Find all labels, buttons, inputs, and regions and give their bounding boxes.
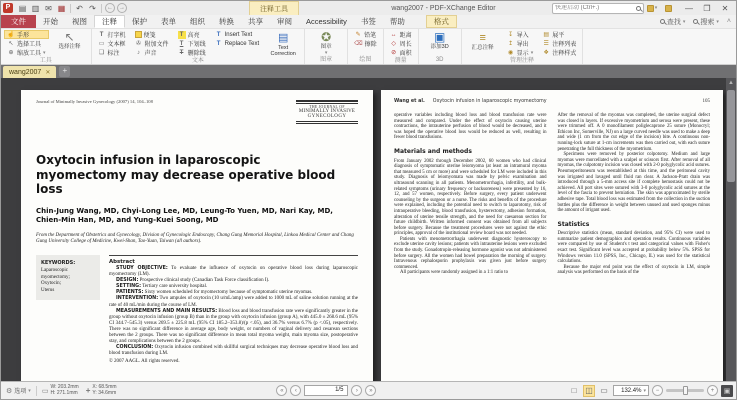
text-column-right: After the removal of the myomas was completed, the uterine surgical defect was closed in layers. If excessive myometrium and serosa were present, these were trimmed off. A 0 monofilament poliglecaprone 25 suture (Monocryl; Ethicon Inc, Somerville, NJ) on a large curved needle was used to make a deep and wide (1 cm from the cut edge of the incision) bite. A continuous non-running-lock suture at 1-cm increments was then carried out, with each suture penetrating the full thickness of the myometrium. Specimens were removed by posterior colpotomy. Medium and large myomas were morcellated with a scalpel or scissors first. After removal of all myomas, the culpotomy incision was closed with 2-0 polyglycolic acid sutures. Pneumoperitoneum was reestablished at this time, and the peritoneal cavity was irrigated and lavaged until fluid ran clear. A Jackson-Pratt drain was introduced through a 5-mm access site if complete hemostasis could not be achieved. All port sites were sutured with 3-0 polyglycolic acid sutures at the level of the fascia to prevent herniation. The skin was approximated by sterile adhesive tape. Total blood loss was estimated from the collection in the suction bottles plus the difference in weight between unused and used sponges minus the amount of irrigant used. Statistics Descriptive statistics (mean, standard deviation, and 95% CI) were used to summarize patient demographics and operation results. Continuous variables were compared by use of Student's t test and categorical values with Fisher's exact test. Significant level was accepted at probability below 5%. SPSS for Windows version 11.0 (SPSS, Inc., Chicago, IL) was used for the statistical calculations. Because the major end point was the effect of oxytocin in LM, simple analysis was performed on the basis of the xyxy=(557,113,710,276)
page-size-icon xyxy=(42,387,49,395)
zoom-out-button[interactable]: − xyxy=(652,385,663,396)
import-icon xyxy=(507,31,515,39)
group-caption: 管理注释 xyxy=(509,58,534,64)
section-heading: Materials and methods xyxy=(394,147,472,155)
fit-page-button[interactable]: □ xyxy=(571,386,577,395)
attach-file-button[interactable]: ✇ 附加文件 xyxy=(132,39,172,48)
group-draw xyxy=(348,29,384,64)
search-icon xyxy=(693,19,698,24)
new-tab-button[interactable]: + xyxy=(59,66,70,77)
hand-tool-button[interactable]: ☝ 手形 xyxy=(4,30,49,39)
group-manage-comments xyxy=(462,29,584,64)
flatten-comments-button[interactable]: ▤ 展平 xyxy=(539,30,579,39)
status-bar xyxy=(1,381,736,399)
search-button[interactable]: 搜索 ▾ xyxy=(690,16,722,28)
scrollbar-thumb[interactable] xyxy=(727,90,735,182)
select-tool-button[interactable]: ↖ 选择工具 xyxy=(4,39,49,48)
speaker-icon xyxy=(135,49,143,57)
paperclip-icon xyxy=(135,40,143,48)
page-number-field[interactable]: 1/5 xyxy=(304,385,348,396)
cursor-icon xyxy=(7,40,15,48)
strikeout-button[interactable]: T 删除线 xyxy=(175,48,209,57)
ribbon-tab-row xyxy=(1,15,736,28)
tab-format[interactable]: 格式 xyxy=(426,15,457,28)
article-authors: Chin-Jung Wang, MD, Chyi-Long Lee, MD, Leung-To Yuen, MD, Nari Kay, MD, Chien-Min Han, MD, and Yung-Kuei Soong, MD xyxy=(36,206,333,224)
page-size-indicator: ▭ W: 203.2mm H: 271.1mm xyxy=(40,384,81,397)
group-3d xyxy=(419,29,462,64)
text-correction-button[interactable]: ▤ Text Correction xyxy=(265,30,301,57)
cube-3d-icon xyxy=(434,31,445,44)
tab-protect[interactable]: 保护 xyxy=(132,17,147,26)
close-tab-icon[interactable]: ✕ xyxy=(45,69,51,76)
undo-icon[interactable] xyxy=(73,2,86,14)
pencil-icon xyxy=(354,31,362,39)
sound-button[interactable]: ♪ 声音 xyxy=(132,48,172,57)
app-logo-icon xyxy=(3,3,13,13)
group-caption: 工具 xyxy=(39,58,52,64)
fit-width-button[interactable]: ◫ xyxy=(583,385,595,397)
zoom-slider[interactable] xyxy=(666,389,704,392)
previous-view-icon[interactable]: ← xyxy=(107,5,113,11)
distance-button[interactable]: ↔ 距离 xyxy=(387,30,415,39)
comments-list-button[interactable]: ☰ 注释列表 xyxy=(539,39,579,48)
title-bar xyxy=(1,1,736,15)
list-icon xyxy=(542,40,550,48)
gear-icon xyxy=(6,387,12,395)
group-measure xyxy=(384,29,419,64)
strikeout-icon xyxy=(178,49,186,57)
zoom-level-select[interactable]: 132.4% ▾ xyxy=(613,385,649,396)
add-3d-button[interactable]: ▣ 添加3D xyxy=(422,30,458,50)
show-comments-button[interactable]: ◉ 显示 ▾ xyxy=(504,48,537,57)
scroll-up-icon[interactable]: ▲ xyxy=(728,80,734,86)
group-caption: 绘图 xyxy=(359,57,372,63)
textbox-button[interactable]: ▭ 文本框 xyxy=(95,39,129,48)
comment-styles-button[interactable]: ❖ 注释样式 xyxy=(539,48,579,57)
export-comments-button[interactable]: ↥ 导出 xyxy=(504,39,537,48)
dropdown-arrow-icon: ▾ xyxy=(530,49,534,56)
export-icon xyxy=(507,40,515,48)
summarize-comments-button[interactable]: ≡ 汇总注释 xyxy=(465,30,501,51)
document-area[interactable] xyxy=(1,78,736,381)
email-icon[interactable] xyxy=(42,2,55,14)
separator xyxy=(101,4,102,13)
contextual-tools-header: 注释工具 xyxy=(249,1,299,15)
first-page-button[interactable]: « xyxy=(276,385,287,396)
perimeter-icon xyxy=(390,40,398,48)
perimeter-button[interactable]: ◇ 周长 xyxy=(387,39,415,48)
ui-options-button[interactable]: ▾ xyxy=(644,2,660,14)
eraser-icon xyxy=(354,40,362,48)
callout-icon xyxy=(98,49,106,57)
document-tab-label: wang2007 xyxy=(9,68,42,76)
redo-icon[interactable] xyxy=(86,2,99,14)
separator xyxy=(70,4,71,13)
collapse-ribbon-icon[interactable]: ˄ xyxy=(726,18,731,25)
page-layout-icon[interactable]: ▣ xyxy=(721,385,733,397)
document-tab-bar xyxy=(1,65,736,78)
sticky-note-icon xyxy=(135,31,142,38)
cursor-position-indicator: + X: 68.5mm Y: 34.6mm xyxy=(84,384,119,397)
eraser-button[interactable]: ⌫ 擦除 xyxy=(351,39,380,48)
group-text xyxy=(92,29,306,64)
crosshair-icon xyxy=(86,386,91,395)
typewriter-icon xyxy=(98,31,106,39)
import-comments-button[interactable]: ↧ 导入 xyxy=(504,30,537,39)
sticky-note-button[interactable]: 便笺 xyxy=(132,30,172,39)
underline-button[interactable]: T 下划线 xyxy=(175,39,209,48)
zoom-in-button[interactable]: + xyxy=(707,385,718,396)
tab-review[interactable]: 审阅 xyxy=(277,17,292,26)
dropdown-arrow-icon: ▾ xyxy=(324,50,328,56)
dropdown-arrow-icon: ▾ xyxy=(28,387,31,394)
search-icon xyxy=(636,6,641,11)
eye-icon xyxy=(507,49,515,57)
print-icon[interactable] xyxy=(29,2,42,14)
briefcase-icon[interactable] xyxy=(55,2,68,14)
group-caption: 3D xyxy=(435,57,444,63)
pdf-page-105 xyxy=(381,90,723,381)
insert-text-icon xyxy=(215,31,223,39)
underline-icon xyxy=(178,40,186,48)
highlight-icon xyxy=(178,31,186,39)
replace-text-button[interactable]: T Replace Text xyxy=(212,39,263,48)
textbox-icon xyxy=(98,40,106,48)
area-icon xyxy=(390,49,398,57)
journal-logo: THE JOURNAL OF MINIMALLY INVASIVE GYNECOLOGY xyxy=(296,99,358,125)
article-title: Oxytocin infusion in laparoscopic myomectomy may decrease operative blood loss xyxy=(36,153,336,196)
group-stamp xyxy=(305,29,348,64)
next-view-icon[interactable]: → xyxy=(119,5,125,11)
group-tools xyxy=(1,29,92,64)
stamp-icon xyxy=(321,31,331,44)
tab-form[interactable]: 表单 xyxy=(161,17,176,26)
insert-text-button[interactable]: T Insert Text xyxy=(212,30,263,39)
restore-button[interactable]: ❐ xyxy=(703,3,711,13)
tab-file[interactable]: 文件 xyxy=(1,15,36,28)
text-correction-icon xyxy=(278,31,288,45)
window-controls xyxy=(680,2,734,15)
pdf-page-104 xyxy=(21,90,373,381)
highlight-button[interactable]: T 高亮 xyxy=(175,30,209,39)
group-caption: 测量 xyxy=(394,58,407,64)
zoom-tool-button[interactable]: ⊕ 缩放工具 ▾ xyxy=(4,48,49,57)
tab-home[interactable]: 开始 xyxy=(43,17,58,26)
select-comments-icon xyxy=(65,31,75,44)
summarize-icon xyxy=(479,31,485,45)
journal-header-line: Journal of Minimally Invasive Gynecology (2007) 14, 104–108 xyxy=(36,99,153,104)
window-title: wang2007 - PDF-XChange Editor xyxy=(391,4,496,12)
copyright-line: © 2007 AAGL. All rights reserved. xyxy=(109,359,180,365)
close-button[interactable]: ✕ xyxy=(721,3,729,13)
flatten-icon xyxy=(542,31,550,39)
ui-options-icon xyxy=(647,5,654,12)
select-comments-button[interactable]: ↖ 选择注释 xyxy=(52,30,88,50)
tab-bookmarks[interactable]: 书签 xyxy=(360,17,376,26)
running-head: Wang et al. Oxytocin infusion in laparoscopic myomectomy 105 xyxy=(394,99,710,104)
abstract: Abstract STUDY OBJECTIVE: To evaluate the influence of oxytocin on operative blood loss during laparoscopic myomectomy (LM). DESIGN: Prospective clinical study (Canadian Task Force classification I). SETTING: Tertiary care university hospital. PATIENTS: Sixty women scheduled for myomectomy because of symptomatic uterine myomas. INTERVENTION: Two ampules of oxytocin (10 u/mL/amp) were added to 1000 mL of saline solution running at the rate of 40 mL/min during the course of LM. MEASUREMENTS AND MAIN RESULTS: Blood loss and blood transfusion rate were significantly greater in the group without oxytocin infusion (group B) than in the group with oxytocin infusion (group A), with 445.0 ± 268.6 mL (95% CI 344.7–545.3) versus 269.5 ± 225.8 mL (95% CI 185.2–353.8)/(p <.05), and 36.7% versus 6.7% (p <.05), respectively. There was no significant difference in average age, body weight, or numbers of vaginal delivery and cesarean sections between the 2 groups. There was no significant difference in mean total myoma weight, main myoma size, postoperative stay, and complications between the 2 groups. CONCLUSION: Oxytocin infusion combined with skillful surgical techniques may decrease operative blood loss and blood transfusion during LM. © 2007 AAGL. All rights reserved. xyxy=(109,255,358,366)
tab-share[interactable]: 共享 xyxy=(248,17,263,26)
find-icon xyxy=(660,19,665,24)
search-input[interactable] xyxy=(555,5,636,11)
fit-visible-button[interactable]: ▭ xyxy=(600,386,608,395)
text-column-left: operative variables including blood loss and blood transfusion rate were measured and compared. Under the effect of oxytocin causing uterine contractions, the intrauterine perfusion of blood would be decreased, and it was hoped the operative blood loss would be reduced as well, resulting in fewer blood transfusions. Materials and methods From January 2002 through December 2002, 60 women who had clinical diagnosis of symptomatic uterine leiomyoma (at least an intramural myoma that measured 5 cm or more) and were scheduled for LM were included in this study. Diagnosis of leiomyomata was made by pelvic examination and ultrasound scanning in all patients. Menometrorrhagia, infertility, and bulk-related symptoms (urinary frequency or backsoreness) were presented by 16, 12, and 57 women, respectively. Before surgery, every patient underwent counseling by the surgeon or a nurse. The risks and benefits of the procedure were explained, including the potential need to switch to laparotomy, risk of intraoperative bleeding, blood transfusion, hysterectomy, adhesion formation, alteration of uterine tensile strength, and the need for caesarean section for future childbirth. Written informed consent was obtained from all subjects before surgery. Because the treatment procedures were not against the ethic principles, approval of the institutional review board was not needed. Patients with menometrorrhagia underwent diagnostic hysteroscopy to exclude uterine cavity lesions; patients with intrauterine lesions were excluded from the study. Gonadotropin-releasing hormone agonist was not administered before surgery. All the women had bowel preparation the morning of surgery. Intravenous cephalosporin prophylaxis was given just before surgery commenced. All participants were randomly assigned in a 1:1 ratio to xyxy=(394,113,547,276)
styles-icon xyxy=(542,49,550,57)
keywords-box: KEYWORDS: Laparoscopic myomectomy; Oxytocin; Uterus xyxy=(36,255,100,300)
zoom-slider-thumb[interactable] xyxy=(683,386,688,395)
typewriter-button[interactable]: T 打字机 xyxy=(95,30,129,39)
tab-organize[interactable]: 组织 xyxy=(190,17,205,26)
vertical-scrollbar[interactable] xyxy=(726,78,736,381)
pencil-button[interactable]: ✎ 铅笔 xyxy=(351,30,380,39)
area-button[interactable]: ⊘ 面积 xyxy=(387,48,415,57)
group-caption: 图章 xyxy=(320,57,333,63)
next-page-button[interactable]: › xyxy=(351,385,362,396)
ribbon xyxy=(1,28,736,65)
minimize-button[interactable]: — xyxy=(685,3,693,13)
tab-view[interactable]: 视图 xyxy=(72,17,87,26)
tab-convert[interactable]: 转换 xyxy=(219,17,234,26)
page-number: 105 xyxy=(702,99,710,104)
dropdown-arrow-icon: ▾ xyxy=(43,49,46,56)
tab-comment[interactable]: 注释 xyxy=(94,15,125,28)
dropdown-arrow-icon: ▾ xyxy=(643,387,646,394)
switch-ui-icon xyxy=(665,5,672,12)
status-options-button[interactable]: ⚙ 选项 ▾ xyxy=(4,384,33,397)
group-caption: 文本 xyxy=(191,58,204,64)
tab-help[interactable]: 帮助 xyxy=(389,17,405,26)
quick-launch-search[interactable] xyxy=(552,3,644,14)
switch-ui-button[interactable] xyxy=(660,2,676,14)
save-icon[interactable] xyxy=(16,2,29,14)
tab-accessibility[interactable]: Accessibility xyxy=(306,17,347,26)
article-affiliation: From the Department of Obstetrics and Gynecology, Division of Gynecologic Endoscopy, Chang Gung Memorial Hospital, Linkou Medical Center and Chang Gung University College of Medicine, Kwei-Shan, Tao-Yuan, Taiwan (all authors). xyxy=(36,232,354,244)
callout-button[interactable]: ❑ 标注 xyxy=(95,48,129,57)
replace-text-icon xyxy=(215,40,223,48)
find-button[interactable]: 查找 ▾ xyxy=(657,16,689,28)
hand-icon xyxy=(7,31,15,39)
stamp-button[interactable]: ✪ 图章 ▾ xyxy=(308,30,344,56)
distance-icon xyxy=(390,31,398,39)
document-tab[interactable] xyxy=(3,66,56,78)
last-page-button[interactable]: » xyxy=(365,385,376,396)
previous-page-button[interactable]: ‹ xyxy=(290,385,301,396)
section-heading: Statistics xyxy=(557,220,590,228)
zoom-icon xyxy=(7,49,15,57)
